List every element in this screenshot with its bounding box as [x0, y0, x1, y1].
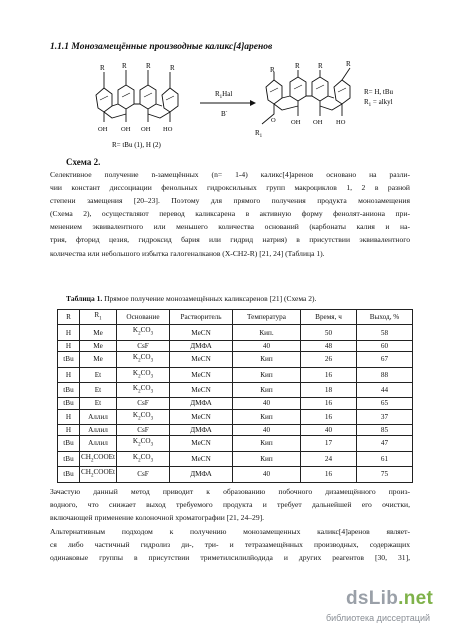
right-ho: HO [336, 119, 346, 126]
paragraph-3-line: одинаковые группы в присутствии триметилсилилйодида и других реагентов [30, 31], [50, 553, 410, 563]
table-cell: Кип [233, 409, 301, 424]
paragraph-1-line: трия, фторид цезия, гидроксид бария или гидрид натрия) в присутствии эквивалентного [50, 235, 410, 245]
table-cell: 88 [357, 367, 413, 382]
table-row [58, 340, 413, 351]
table-cell: Кип. [233, 325, 301, 340]
left-oh-1: OH [98, 126, 108, 133]
table-row [58, 436, 413, 451]
left-r-3: R [146, 62, 151, 70]
table-cell: 40 [233, 425, 301, 436]
table-row [58, 451, 413, 466]
paragraph-1-line: менением эквивалентного или меньшего количества оснований (карбонаты калия и на- [50, 222, 410, 232]
table-header-cell: Температура [233, 310, 301, 325]
table-cell: tBu [58, 398, 80, 409]
paragraph-1-line: чии констант диссоциации фенольных гидроксильных групп макроциклов 1, 2 в разной [50, 183, 410, 193]
table-row [58, 382, 413, 397]
table-cell: $K_2CO_3$ [117, 451, 170, 466]
table-cell: $K_2CO_3$ [117, 409, 170, 424]
table-cell: Кип [233, 367, 301, 382]
table-cell: $K_2CO_3$ [117, 352, 170, 367]
table-row [58, 352, 413, 367]
watermark-logo-main: dsLib [346, 588, 399, 609]
table-cell: MeCN [170, 409, 233, 424]
table-cell: Кип [233, 382, 301, 397]
table-cell: 17 [301, 436, 357, 451]
right-r1: $R_1$ [255, 129, 263, 139]
paragraph-2-line: водного, что снижает выход требуемого продукта и требует дальнейшей его очистки, [50, 500, 410, 510]
paragraph-3-line: Альтернативным подходом к получению монозамещенных каликс[4]аренов являет- [50, 527, 410, 536]
right-r-4: R [346, 60, 351, 68]
table-cell: H [58, 409, 80, 424]
right-calixarene [262, 68, 350, 124]
table-cell: 16 [301, 467, 357, 482]
table-cell: MeCN [170, 382, 233, 397]
table-header-cell: Растворитель [170, 310, 233, 325]
table-cell: 47 [357, 436, 413, 451]
table-cell: 40 [301, 425, 357, 436]
table-header-cell: $R_1$ [80, 310, 117, 325]
paragraph-2-line: Зачастую данный метод приводит к образованию побочного дизамещённого произ- [50, 487, 410, 496]
table-cell: H [58, 367, 80, 382]
paragraph-2 [50, 485, 410, 524]
reaction-scheme [0, 0, 450, 165]
table-cell: Et [80, 367, 117, 382]
table-row [58, 409, 413, 424]
results-table [57, 309, 413, 483]
table-cell: Аллил [80, 425, 117, 436]
table-cell: Et [80, 398, 117, 409]
table-cell: 75 [357, 467, 413, 482]
left-r-2: R [122, 62, 127, 70]
table-cell: 60 [357, 340, 413, 351]
table-cell: Et [80, 382, 117, 397]
table-cell: ДМФА [170, 340, 233, 351]
table-row [58, 367, 413, 382]
table-body [58, 325, 413, 482]
table-cell: $CH_2COOEt$ [80, 451, 117, 466]
paragraph-1-line: (Схема 2), осуществляют перевод каликсарена в активную форму фенолят-аниона при- [50, 209, 410, 219]
table-cell: tBu [58, 352, 80, 367]
paragraph-1-line: степени замещения [20–23]. Поэтому для прямого получения продукта монозамещения [50, 196, 410, 206]
table-cell: 37 [357, 409, 413, 424]
table-cell: tBu [58, 451, 80, 466]
legend-line-2: $R_1$ = alkyl [364, 98, 393, 108]
table-cell: Аллил [80, 436, 117, 451]
right-r-2: R [295, 62, 300, 70]
reagent-top: $R_1Hal$ [215, 90, 233, 100]
table-cell: $CH_2COOEt$ [80, 467, 117, 482]
table-caption-text: Прямое получение монозамещённых каликсаренов [21] (Схема 2). [102, 294, 317, 303]
table-cell: 16 [301, 367, 357, 382]
table-caption [66, 294, 316, 303]
table-cell: Me [80, 352, 117, 367]
table-row [58, 467, 413, 482]
table-cell: CsF [117, 340, 170, 351]
table-cell: Me [80, 340, 117, 351]
table-cell: $K_2CO_3$ [117, 367, 170, 382]
table-cell: Аллил [80, 409, 117, 424]
paragraph-1 [50, 168, 410, 260]
table-cell: ДМФА [170, 467, 233, 482]
table-cell: Кип [233, 436, 301, 451]
table-cell: CsF [117, 425, 170, 436]
left-oh-2: OH [121, 126, 131, 133]
table-caption-label: Таблица 1. [66, 294, 103, 303]
table-cell: 18 [301, 382, 357, 397]
table-row [58, 398, 413, 409]
table-cell: MeCN [170, 352, 233, 367]
table-cell: tBu [58, 382, 80, 397]
table-cell: H [58, 325, 80, 340]
left-r-1: R [100, 64, 105, 72]
reagent-bottom: B- [221, 110, 228, 118]
table-cell: MeCN [170, 451, 233, 466]
table-cell: 26 [301, 352, 357, 367]
table-cell: Кип [233, 451, 301, 466]
table-header-cell: R [58, 310, 80, 325]
table-cell: 48 [301, 340, 357, 351]
table-cell: 50 [301, 325, 357, 340]
table-cell: 40 [233, 340, 301, 351]
table-cell: $K_2CO_3$ [117, 382, 170, 397]
paragraph-3 [50, 525, 410, 564]
left-oh-3: OH [141, 126, 151, 133]
table-cell: H [58, 340, 80, 351]
left-caption: R= tBu (1), H (2) [112, 141, 161, 149]
paragraph-3-line: ся либо частичный гидролиз ди-, три- и тетразамещённых производных, содержащих [50, 540, 410, 550]
table-cell: 16 [301, 398, 357, 409]
table-cell: tBu [58, 467, 80, 482]
table-cell: CsF [117, 467, 170, 482]
table-cell: ДМФА [170, 425, 233, 436]
table-cell: 58 [357, 325, 413, 340]
table-header-cell: Выход, % [357, 310, 413, 325]
table-cell: MeCN [170, 367, 233, 382]
scheme-title: Схема 2. [66, 157, 101, 167]
table-cell: 61 [357, 451, 413, 466]
table-cell: 16 [301, 409, 357, 424]
table-row [58, 325, 413, 340]
right-oh-1: OH [291, 119, 301, 126]
table-header-cell: Время, ч [301, 310, 357, 325]
table-cell: tBu [58, 436, 80, 451]
right-oh-2: OH [313, 119, 323, 126]
table-cell: Me [80, 325, 117, 340]
table-cell: 24 [301, 451, 357, 466]
right-r-1: R [270, 66, 275, 74]
paragraph-1-line: Селективное получение n-замещённых (n= 1-4) каликс[4]аренов основано на разли- [50, 170, 410, 179]
table-cell: 44 [357, 382, 413, 397]
table-cell: CsF [117, 398, 170, 409]
left-calixarene [96, 70, 178, 122]
table-cell: $K_2CO_3$ [117, 325, 170, 340]
watermark-subtitle: библиотека диссертаций [326, 613, 431, 623]
watermark-logo [346, 588, 433, 610]
table-header-row [58, 310, 413, 325]
table-cell: 67 [357, 352, 413, 367]
table-cell: MeCN [170, 436, 233, 451]
table-row [58, 425, 413, 436]
table-header-cell: Основание [117, 310, 170, 325]
table-cell: 85 [357, 425, 413, 436]
watermark-logo-suffix: .net [398, 588, 434, 609]
left-ho: HO [163, 126, 173, 133]
table-cell: ДМФА [170, 398, 233, 409]
legend-line-1: R= H, tBu [364, 88, 394, 96]
table-cell: 40 [233, 398, 301, 409]
right-o: O [271, 117, 276, 124]
paragraph-2-line: включающей применение колоночной хроматографии [21, 24–29]. [50, 513, 265, 523]
table-cell: 40 [233, 467, 301, 482]
left-r-4: R [170, 64, 175, 72]
table-cell: MeCN [170, 325, 233, 340]
table-cell: Кип [233, 352, 301, 367]
table-cell: 65 [357, 398, 413, 409]
section-heading: 1.1.1 Монозамещённые производные каликс[4]аренов [50, 42, 273, 52]
reaction-arrow [200, 100, 256, 106]
table-cell: H [58, 425, 80, 436]
paragraph-1-line: количества или небольшого избытка галогеналканов (X-CH2-R) [21, 24] (Таблица 1). [50, 248, 325, 258]
dslib-watermark [326, 588, 444, 632]
right-r-3: R [318, 62, 323, 70]
table-cell: $K_2CO_3$ [117, 436, 170, 451]
